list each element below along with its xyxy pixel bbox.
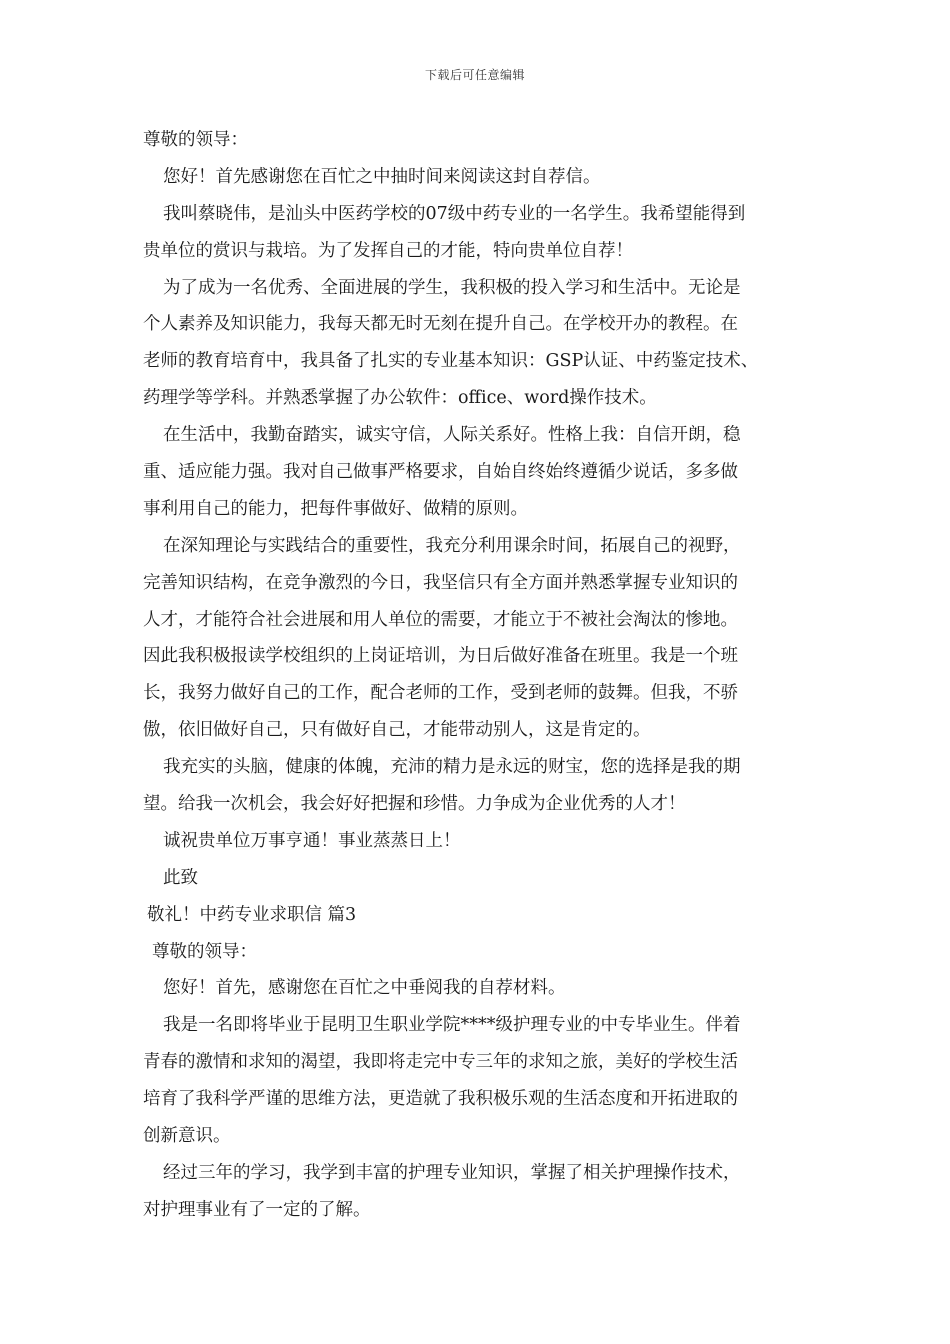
paragraph-line: 完善知识结构，在竞争激烈的今日，我坚信只有全方面并熟悉掌握专业知识的 xyxy=(143,572,738,593)
closing-wish: 诚祝贵单位万事亨通！事业蒸蒸日上！ xyxy=(163,830,461,851)
paragraph-line: 我充实的头脑，健康的体魄，充沛的精力是永远的财宝，您的选择是我的期 xyxy=(163,757,741,778)
section-heading: 敬礼！中药专业求职信 篇3 xyxy=(147,904,357,925)
paragraph-line: 您好！首先感谢您在百忙之中抽时间来阅读这封自荐信。 xyxy=(163,166,601,187)
paragraph-line: 望。给我一次机会，我会好好把握和珍惜。力争成为企业优秀的人才！ xyxy=(143,794,686,815)
document-body xyxy=(143,122,813,1229)
page-header-note: 下载后可任意编辑 xyxy=(424,68,525,82)
closing-line: 此致 xyxy=(163,867,198,888)
paragraph-line: 个人素养及知识能力，我每天都无时无刻在提升自己。在学校开办的教程。在 xyxy=(143,314,738,335)
paragraph-line: 经过三年的学习，我学到丰富的护理专业知识，掌握了相关护理操作技术， xyxy=(163,1162,741,1183)
paragraph-line: 事利用自己的能力，把每件事做好、做精的原则。 xyxy=(143,498,528,519)
paragraph-line: 您好！首先，感谢您在百忙之中垂阅我的自荐材料。 xyxy=(163,978,566,999)
paragraph-line: 人才，才能符合社会进展和用人单位的需要，才能立于不被社会淘汰的惨地。 xyxy=(143,609,738,630)
paragraph-line: 对护理事业有了一定的了解。 xyxy=(143,1199,371,1220)
paragraph-line: 药理学等学科。并熟悉掌握了办公软件：office、word操作技术。 xyxy=(143,388,657,409)
paragraph-line: 长，我努力做好自己的工作，配合老师的工作，受到老师的鼓舞。但我，不骄 xyxy=(143,683,738,704)
paragraph-line: 重、适应能力强。我对自己做事严格要求，自始自终始终遵循少说话，多多做 xyxy=(143,462,738,483)
salutation: 尊敬的领导： xyxy=(143,130,248,150)
paragraph-line: 为了成为一名优秀、全面进展的学生，我积极的投入学习和生活中。无论是 xyxy=(163,277,741,298)
paragraph-line: 创新意识。 xyxy=(143,1126,231,1147)
paragraph-line: 老师的教育培育中，我具备了扎实的专业基本知识：GSP认证、中药鉴定技术、 xyxy=(143,351,759,372)
paragraph-line: 因此我积极报读学校组织的上岗证培训，为日后做好准备在班里。我是一个班 xyxy=(143,646,738,667)
salutation: 尊敬的领导： xyxy=(152,941,257,962)
paragraph-line: 培育了我科学严谨的思维方法，更造就了我积极乐观的生活态度和开拓进取的 xyxy=(143,1089,738,1110)
paragraph-line: 在深知理论与实践结合的重要性，我充分利用课余时间，拓展自己的视野， xyxy=(163,535,741,556)
paragraph-line: 在生活中，我勤奋踏实，诚实守信，人际关系好。性格上我：自信开朗，稳 xyxy=(163,425,741,446)
paragraph-line: 傲，依旧做好自己，只有做好自己，才能带动别人，这是肯定的。 xyxy=(143,720,651,741)
paragraph-line: 我是一名即将毕业于昆明卫生职业学院****级护理专业的中专毕业生。伴着 xyxy=(163,1015,741,1036)
paragraph-line: 青春的激情和求知的渴望，我即将走完中专三年的求知之旅，美好的学校生活 xyxy=(143,1052,738,1073)
paragraph-line: 贵单位的赏识与栽培。为了发挥自己的才能，特向贵单位自荐！ xyxy=(143,240,633,261)
paragraph-line: 我叫蔡晓伟，是汕头中医药学校的07级中药专业的一名学生。我希望能得到 xyxy=(163,203,746,224)
